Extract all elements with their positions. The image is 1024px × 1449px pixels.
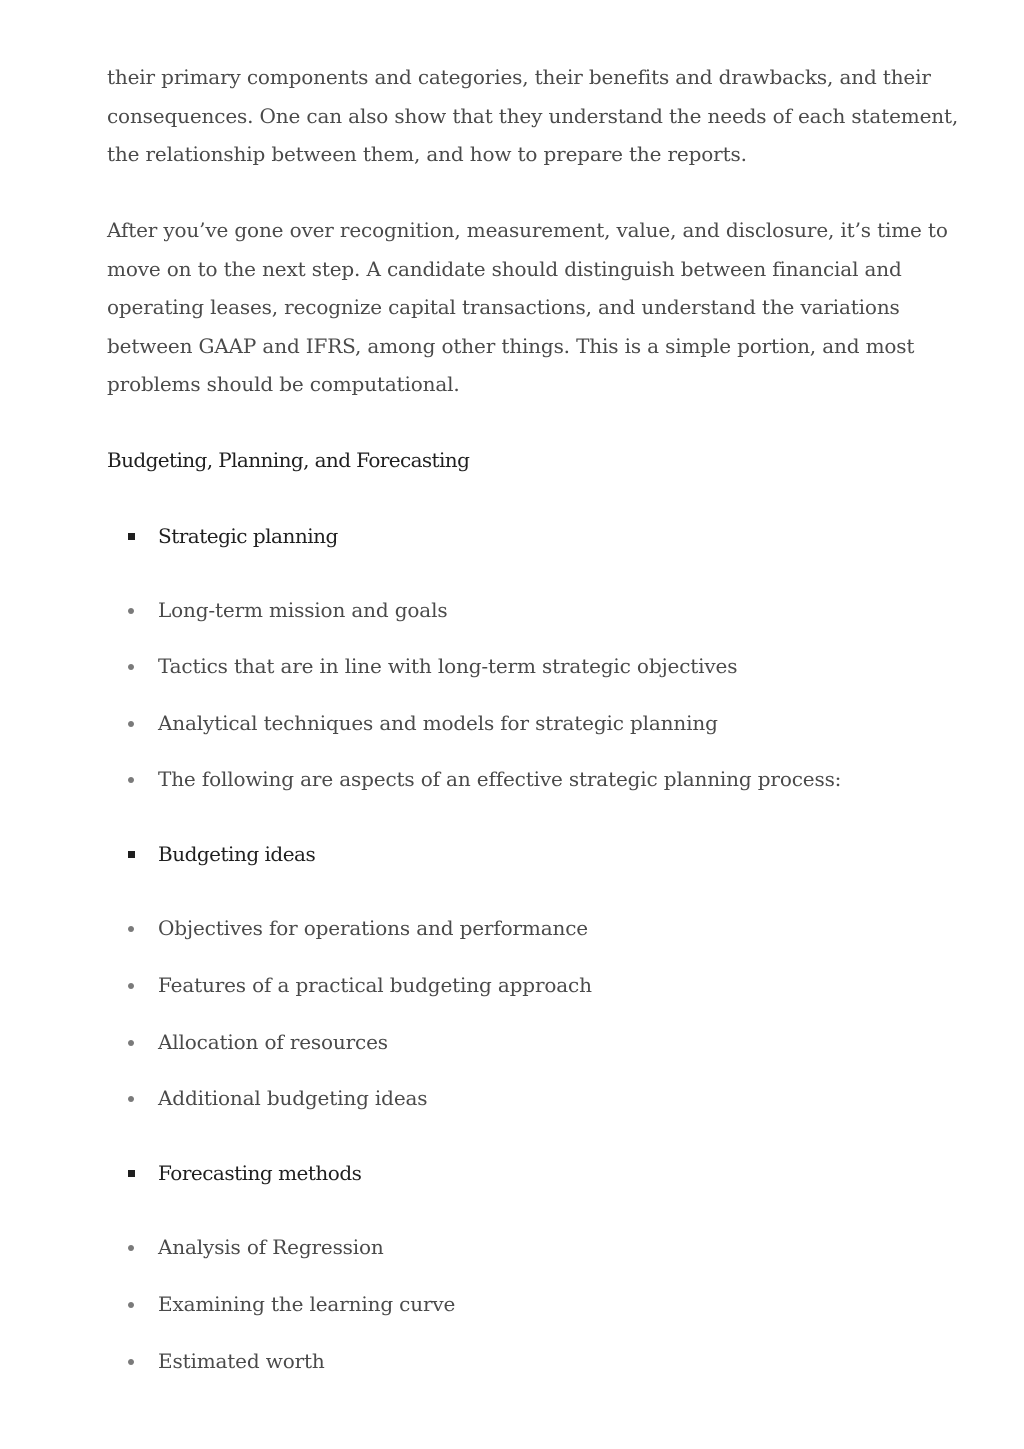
bullet-icon [128,983,134,989]
paragraph-line: After you’ve gone over recognition, measurement, value, and disclosure, it’s time to [107,218,948,242]
paragraph-line: between GAAP and IFRS, among other things. This is a simple portion, and most [107,333,915,358]
square-bullet-icon [128,533,135,540]
section-heading: Budgeting, Planning, and Forecasting [107,448,470,472]
bullet-icon [128,1245,134,1251]
bullet-icon [128,926,134,932]
bullet-icon [128,1359,134,1365]
list-item: Analysis of Regression [158,1235,384,1259]
group-title-strategic-planning: Strategic planning [158,524,338,548]
list-item: The following are aspects of an effective strategic planning process: [158,767,842,791]
square-bullet-icon [128,851,135,858]
list-item: Long-term mission and goals [158,598,448,622]
square-bullet-icon [128,1170,135,1177]
list-item: Allocation of resources [158,1030,388,1054]
list-item: Estimated worth [158,1349,325,1373]
paragraph-line: consequences. One can also show that they understand the needs of each statement, [107,103,959,128]
bullet-icon [128,1096,134,1102]
list-item: Analytical techniques and models for strategic planning [158,711,718,735]
bullet-icon [128,1040,134,1046]
list-item: Additional budgeting ideas [158,1086,428,1110]
intro-paragraph [107,58,959,174]
paragraph-line: move on to the next step. A candidate should distinguish between financial and [107,256,902,281]
paragraph-line: operating leases, recognize capital transactions, and understand the variations [107,295,900,320]
bullet-icon [128,721,134,727]
group-title-budgeting-ideas: Budgeting ideas [158,842,316,866]
next-step-paragraph [107,211,948,404]
list-item: Tactics that are in line with long-term strategic objectives [158,654,738,678]
bullet-icon [128,1302,134,1308]
bullet-icon [128,608,134,614]
bullet-icon [128,664,134,670]
list-item: Objectives for operations and performance [158,916,588,940]
list-item: Examining the learning curve [158,1292,456,1316]
group-title-forecasting-methods: Forecasting methods [158,1161,362,1185]
paragraph-line: the relationship between them, and how to prepare the reports. [107,142,747,167]
paragraph-line: their primary components and categories, their benefits and drawbacks, and their [107,65,931,89]
paragraph-line: problems should be computational. [107,372,460,397]
list-item: Features of a practical budgeting approach [158,973,592,997]
bullet-icon [128,777,134,783]
